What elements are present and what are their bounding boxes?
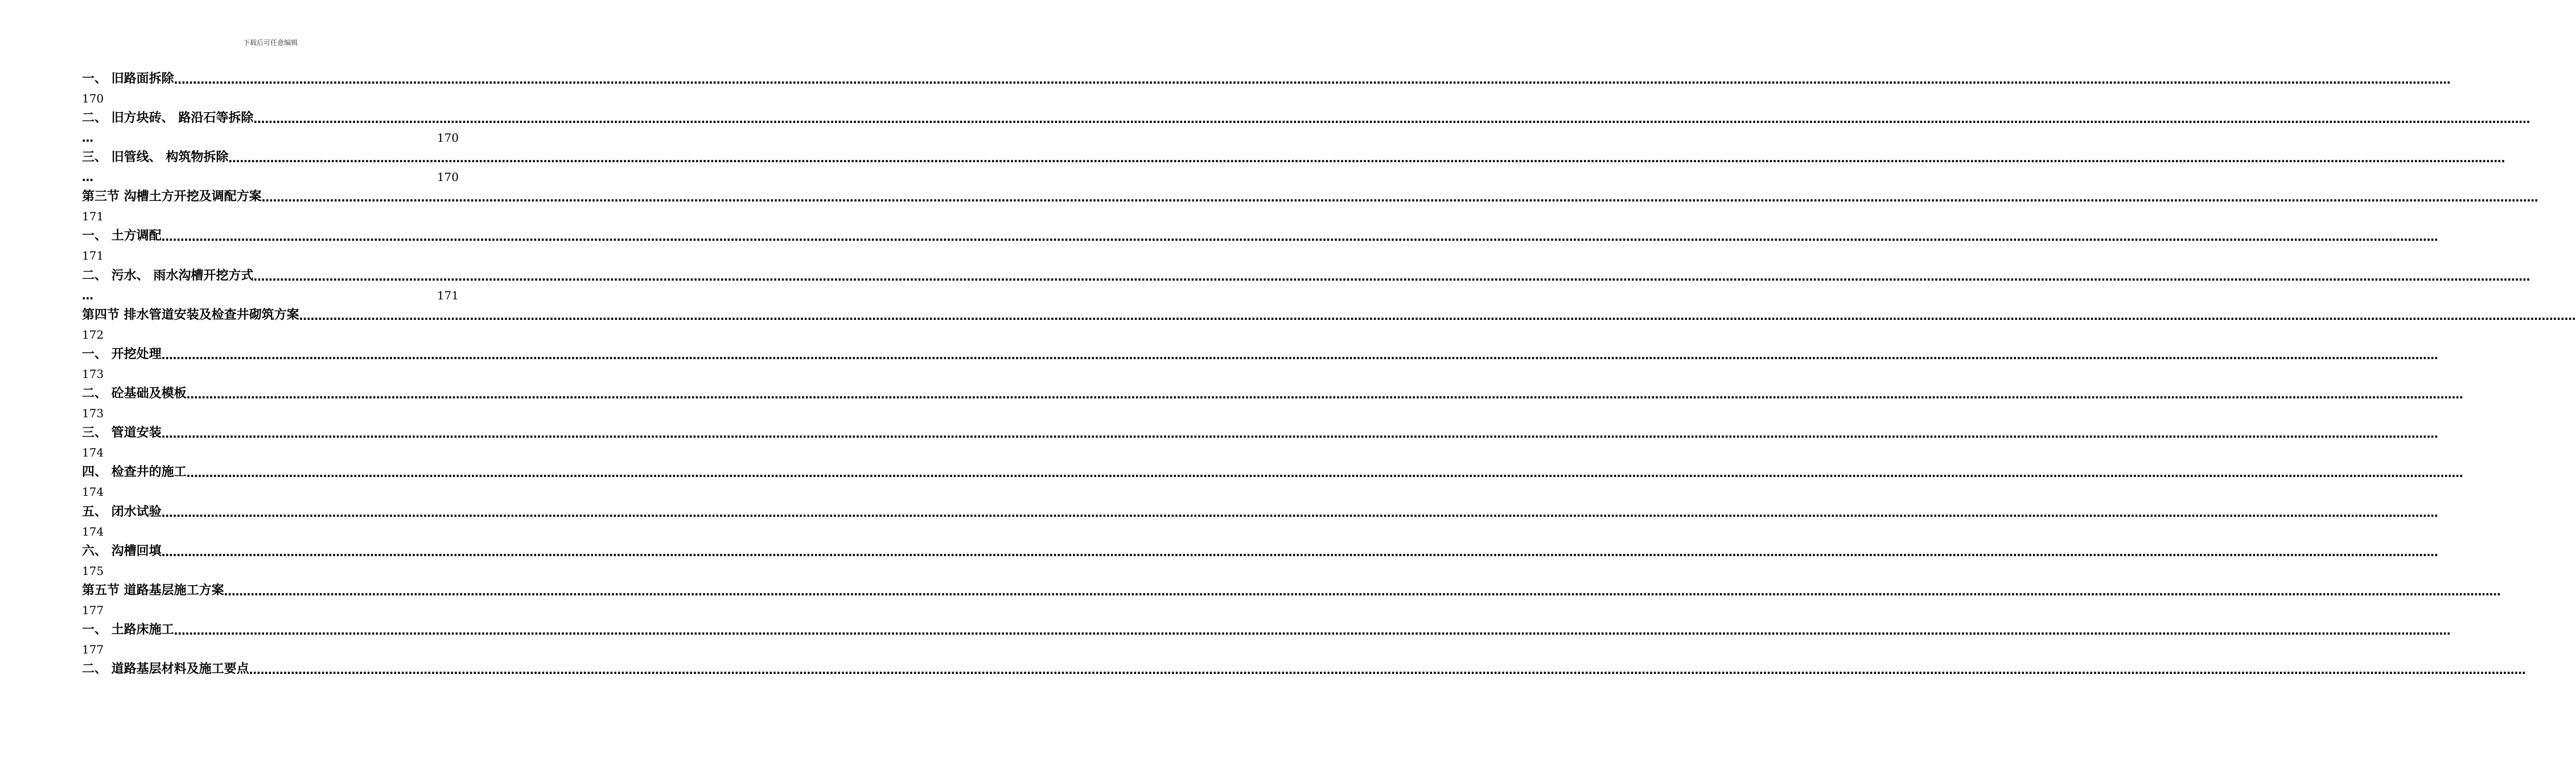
toc-entry-page-number: 174 <box>82 446 104 460</box>
toc-entry[interactable] <box>82 227 2438 246</box>
toc-entry-title: 二、 道路基层材料及施工要点 <box>82 662 249 677</box>
toc-entry[interactable] <box>82 305 2576 325</box>
toc-entry-title: 五、 闭水试验 <box>82 504 162 519</box>
toc-entry[interactable] <box>82 384 2463 404</box>
toc-entry-page-number: 170 <box>82 91 104 105</box>
leader-dots: …………………………………………………………………………………………………………………………………………………………………………………………………………………………………………………………………………………………………………………………………………………………………………………………………………………………………………………………………………………………………………………………………………………… <box>186 388 2463 402</box>
toc-entry-title: 三、 旧管线、 构筑物拆除 <box>82 150 229 164</box>
leader-dots: …………………………………………………………………………………………………………………………………………………………………………………………………………………………………………………………………………………………………………………………………………………………………………………………………………………………………………………………………………………………………………………………………………………… <box>253 112 2530 126</box>
toc-entry-title: 第四节 排水管道安装及检查井砌筑方案 <box>82 307 299 322</box>
leader-dots: …………………………………………………………………………………………………………………………………………………………………………………………………………………………………………………………………………………………………………………………………………………………………………………………………………………………………………………………………………………………………………………………………………………… <box>228 151 2505 165</box>
leader-dots: …………………………………………………………………………………………………………………………………………………………………………………………………………………………………………………………………………………………………………………………………………………………………………………………………………………………………………………………………………………………………………………………………………………… <box>161 348 2438 362</box>
toc-entry-title: 一、 土方调配 <box>82 229 162 244</box>
toc-entry[interactable] <box>82 423 2438 443</box>
toc-entry-page-number: 174 <box>82 524 104 538</box>
toc-entry-title: 第三节 沟槽土方开挖及调配方案 <box>82 190 262 204</box>
toc-entry[interactable] <box>82 147 2505 167</box>
toc-entry-title: 第五节 道路基层施工方案 <box>82 583 224 598</box>
toc-entry-page-number: 173 <box>82 367 104 381</box>
toc-entry-title: 一、 土路床施工 <box>82 623 174 638</box>
toc-entry-title: 六、 沟槽回填 <box>82 544 162 558</box>
leader-dots: …………………………………………………………………………………………………………………………………………………………………………………………………………………………………………………………………………………………………………………………………………………………………………………………………………………………………………………………………………………………………………………………………………………… <box>174 624 2451 638</box>
toc-entry-title: 二、 污水、 雨水沟槽开挖方式 <box>82 268 254 283</box>
toc-entry-page-number: 173 <box>82 406 104 421</box>
leader-dots: …………………………………………………………………………………………………………………………………………………………………………………………………………………………………………………………………………………………………………………………………………………………………………………………………………………………………………………………………………………………………………………………………………………… <box>249 663 2526 677</box>
toc-entry-page-number: 171 <box>82 209 104 224</box>
leader-dots: …………………………………………………………………………………………………………………………………………………………………………………………………………………………………………………………………………………………………………………………………………………………………………………………………………………………………………………………………………………………………………………………………………………… <box>261 191 2538 205</box>
leader-dots: …………………………………………………………………………………………………………………………………………………………………………………………………………………………………………………………………………………………………………………………………………………………………………………………………………………………………………………………………………………………………………………………………………………… <box>186 466 2463 480</box>
toc-entry-page-number: 177 <box>82 603 104 618</box>
leader-dots: …………………………………………………………………………………………………………………………………………………………………………………………………………………………………………………………………………………………………………………………………………………………………………………………………………………………………………………………………………………………………………………………………………………… <box>174 72 2451 87</box>
leader-dots: …………………………………………………………………………………………………………………………………………………………………………………………………………………………………………………………………………………………………………………………………………………………………………………………………………………………………………………………………………………………………………………………………………………… <box>253 269 2530 283</box>
toc-entry[interactable] <box>82 108 2530 128</box>
leader-dots: … <box>82 288 93 302</box>
toc-entry-page-number: 170 <box>437 131 459 145</box>
toc-entry-title: 一、 旧路面拆除 <box>82 71 174 86</box>
leader-dots: …………………………………………………………………………………………………………………………………………………………………………………………………………………………………………………………………………………………………………………………………………………………………………………………………………………………………………………………………………………………………………………………………………………… <box>299 309 2576 323</box>
toc-entry-page-number: 171 <box>82 249 104 263</box>
toc-entry-title: 一、 开挖处理 <box>82 347 162 361</box>
toc-entry[interactable] <box>82 69 2451 89</box>
leader-dots: …………………………………………………………………………………………………………………………………………………………………………………………………………………………………………………………………………………………………………………………………………………………………………………………………………………………………………………………………………………………………………………………………………………… <box>224 585 2501 599</box>
toc-entry-page-line <box>82 286 459 306</box>
toc-entry[interactable] <box>82 660 2526 680</box>
leader-dots: …………………………………………………………………………………………………………………………………………………………………………………………………………………………………………………………………………………………………………………………………………………………………………………………………………………………………………………………………………………………………………………………………………………… <box>161 427 2438 441</box>
toc-entry[interactable] <box>82 581 2501 601</box>
toc-entry-title: 二、 砼基础及模板 <box>82 386 187 401</box>
toc-entry-page-number: 175 <box>82 564 104 578</box>
toc-entry-page-line <box>82 167 459 187</box>
toc-entry-page-number: 170 <box>437 170 459 184</box>
toc-entry-page-number: 177 <box>82 643 104 657</box>
toc-entry-page-number: 174 <box>82 485 104 499</box>
toc-entry[interactable] <box>82 344 2438 364</box>
toc-entry[interactable] <box>82 620 2451 640</box>
toc-entry[interactable] <box>82 541 2438 561</box>
toc-entry-title: 三、 管道安装 <box>82 426 162 441</box>
leader-dots: … <box>82 131 93 145</box>
toc-entry-title: 二、 旧方块砖、 路沿石等拆除 <box>82 110 254 125</box>
toc-entry-page-number: 172 <box>82 327 104 342</box>
page-header: 下载后可任意编辑 <box>242 39 298 47</box>
table-of-contents <box>82 69 2576 679</box>
toc-entry[interactable] <box>82 502 2438 522</box>
leader-dots: …………………………………………………………………………………………………………………………………………………………………………………………………………………………………………………………………………………………………………………………………………………………………………………………………………………………………………………………………………………………………………………………………………………… <box>161 545 2438 559</box>
toc-entry-page-number: 171 <box>437 288 459 302</box>
toc-entry[interactable] <box>82 187 2538 207</box>
leader-dots: …………………………………………………………………………………………………………………………………………………………………………………………………………………………………………………………………………………………………………………………………………………………………………………………………………………………………………………………………………………………………………………………………………………… <box>161 505 2438 520</box>
leader-dots: … <box>82 170 93 184</box>
toc-entry[interactable] <box>82 463 2463 483</box>
leader-dots: …………………………………………………………………………………………………………………………………………………………………………………………………………………………………………………………………………………………………………………………………………………………………………………………………………………………………………………………………………………………………………………………………………………… <box>161 230 2438 244</box>
toc-entry[interactable] <box>82 266 2530 286</box>
toc-entry-title: 四、 检查井的施工 <box>82 465 187 480</box>
toc-entry-page-line <box>82 128 459 148</box>
